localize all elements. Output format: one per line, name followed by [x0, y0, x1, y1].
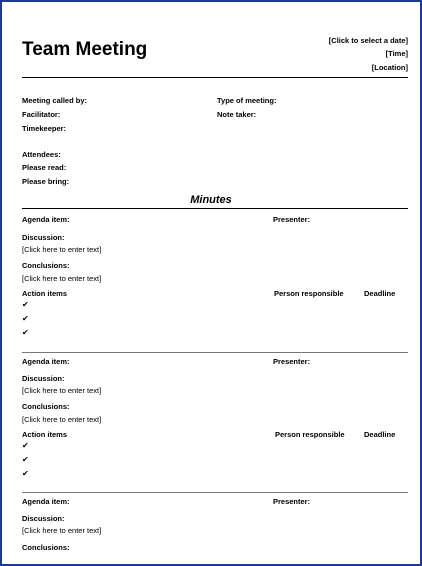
- deadline-label: Deadline: [364, 289, 396, 298]
- discussion-label: Discussion:: [22, 514, 65, 523]
- agenda-divider: [22, 352, 408, 353]
- presenter-label: Presenter:: [273, 497, 311, 506]
- checkmark-icon: ✔: [22, 441, 29, 450]
- called-by-label: Meeting called by:: [22, 96, 88, 105]
- location-field[interactable]: [Location]: [371, 63, 408, 72]
- checkmark-icon: ✔: [22, 300, 29, 309]
- agenda-divider: [22, 492, 408, 493]
- note-taker-label: Note taker:: [217, 110, 257, 119]
- minutes-divider: [22, 208, 408, 209]
- checkmark-icon: ✔: [22, 328, 29, 337]
- conclusions-text-field[interactable]: [Click here to enter text]: [22, 415, 102, 424]
- discussion-text-field[interactable]: [Click here to enter text]: [22, 386, 102, 395]
- discussion-label: Discussion:: [22, 374, 65, 383]
- please-bring-label: Please bring:: [22, 177, 70, 186]
- discussion-label: Discussion:: [22, 233, 65, 242]
- date-field[interactable]: [Click to select a date]: [328, 36, 408, 45]
- page-title: Team Meeting: [22, 39, 148, 60]
- person-responsible-label: Person responsible: [274, 289, 344, 298]
- agenda-item-label: Agenda item:: [22, 357, 70, 366]
- conclusions-label: Conclusions:: [22, 402, 70, 411]
- action-items-label: Action items: [22, 289, 68, 298]
- action-items-label: Action items: [22, 430, 68, 439]
- please-read-label: Please read:: [22, 163, 67, 172]
- agenda-item-label: Agenda item:: [22, 497, 70, 506]
- header-divider: [22, 77, 408, 78]
- attendees-label: Attendees:: [22, 150, 61, 159]
- timekeeper-label: Timekeeper:: [22, 124, 67, 133]
- presenter-label: Presenter:: [273, 215, 311, 224]
- person-responsible-label: Person responsible: [275, 430, 345, 439]
- time-field[interactable]: [Time]: [385, 49, 408, 58]
- facilitator-label: Facilitator:: [22, 110, 61, 119]
- minutes-heading: Minutes: [190, 194, 232, 206]
- discussion-text-field[interactable]: [Click here to enter text]: [22, 245, 102, 254]
- conclusions-label: Conclusions:: [22, 543, 70, 552]
- checkmark-icon: ✔: [22, 455, 29, 464]
- presenter-label: Presenter:: [273, 357, 311, 366]
- conclusions-label: Conclusions:: [22, 261, 70, 270]
- discussion-text-field[interactable]: [Click here to enter text]: [22, 526, 102, 535]
- agenda-item-label: Agenda item:: [22, 215, 70, 224]
- conclusions-text-field[interactable]: [Click here to enter text]: [22, 274, 102, 283]
- deadline-label: Deadline: [364, 430, 396, 439]
- type-of-meeting-label: Type of meeting:: [217, 96, 277, 105]
- checkmark-icon: ✔: [22, 314, 29, 323]
- checkmark-icon: ✔: [22, 469, 29, 478]
